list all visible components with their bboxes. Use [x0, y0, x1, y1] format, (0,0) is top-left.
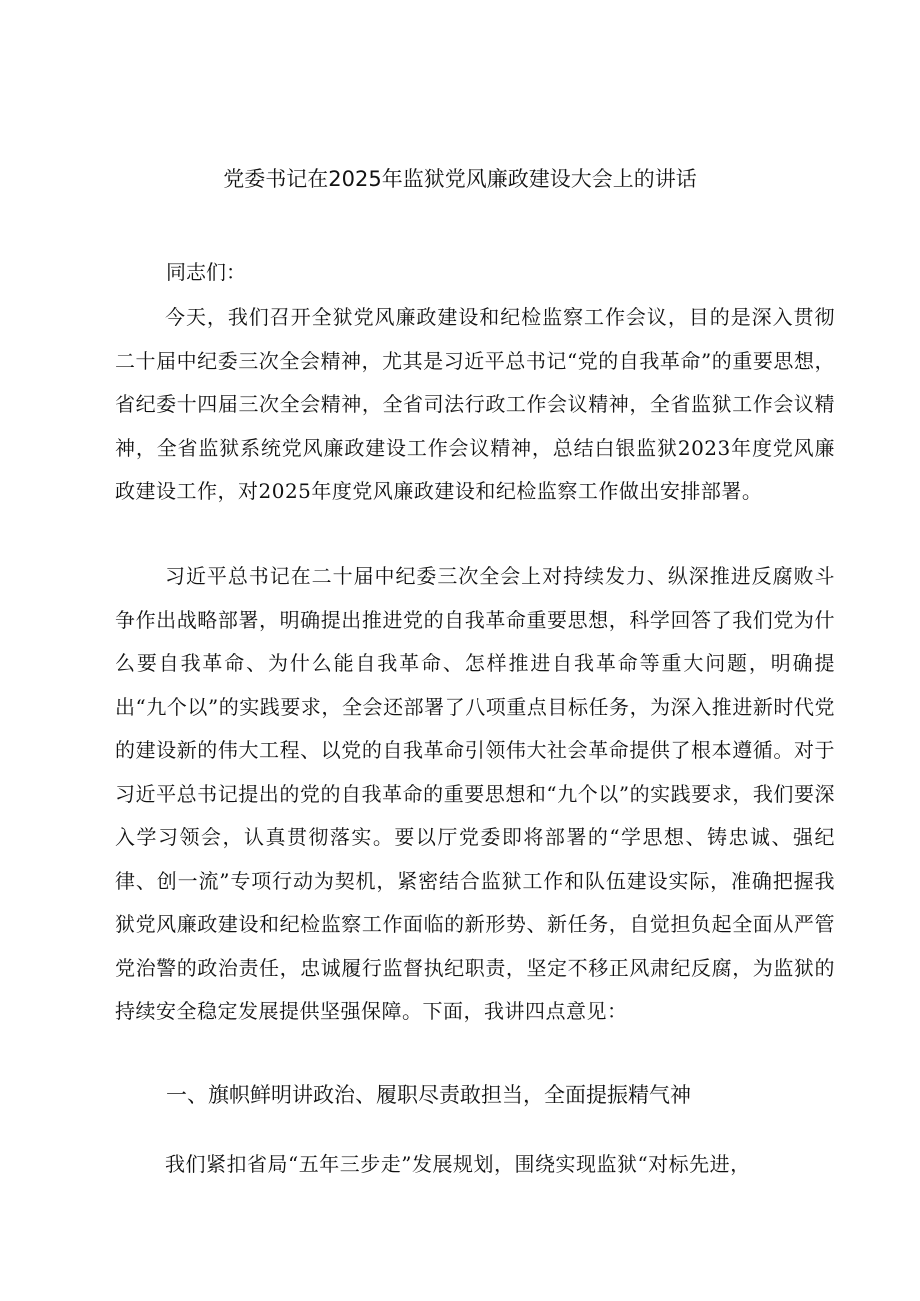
paragraph-intro: 今天，我们召开全狱党风廉政建设和纪检监察工作会议，目的是深入贯彻二十届中纪委三次全会精神，尤其是习近平总书记“党的自我革命”的重要思想，省纪委十四届三次全会精神，全省司法行政工作会议精神，全省监狱工作会议精神，全省监狱系统党风廉政建设工作会议精神，总结白银监狱2023年度党风廉政建设工作，对2025年度党风廉政建设和纪检监察工作做出安排部署。 — [115, 305, 835, 503]
section-heading-1: 一、旗帜鲜明讲政治、履职尽责敢担当，全面提振精气神 — [166, 1083, 691, 1107]
salutation: 同志们： — [166, 260, 246, 284]
paragraph-background: 习近平总书记在二十届中纪委三次全会上对持续发力、纵深推进反腐败斗争作出战略部署，明确提出推进党的自我革命重要思想，科学回答了我们党为什么要自我革命、为什么能自我革命、怎样推进自我革命等重大问题，明确提出“九个以”的实践要求，全会还部署了八项重点目标任务，为深入推进新时代党的建设新的伟大工程、以党的自我革命引领伟大社会革命提供了根本遵循。对于习近平总书记提出的党的自我革命的重要思想和“九个以”的实践要求，我们要深入学习领会，认真贯彻落实。要以厅党委即将部署的“学思想、铸忠诚、强纪律、创一流”专项行动为契机，紧密结合监狱工作和队伍建设实际，准确把握我狱党风廉政建设和纪检监察工作面临的新形势、新任务，自觉担负起全面从严管党治警的政治责任，忠诚履行监督执纪职责，坚定不移正风肃纪反腐，为监狱的持续安全稳定发展提供坚强保障。下面，我讲四点意见： — [115, 564, 835, 1023]
paragraph-section-1-start: 我们紧扣省局“五年三步走”发展规划，围绕实现监狱“对标先进， — [165, 1152, 751, 1176]
document-title: 党委书记在2025年监狱党风廉政建设大会上的讲话 — [223, 167, 697, 191]
